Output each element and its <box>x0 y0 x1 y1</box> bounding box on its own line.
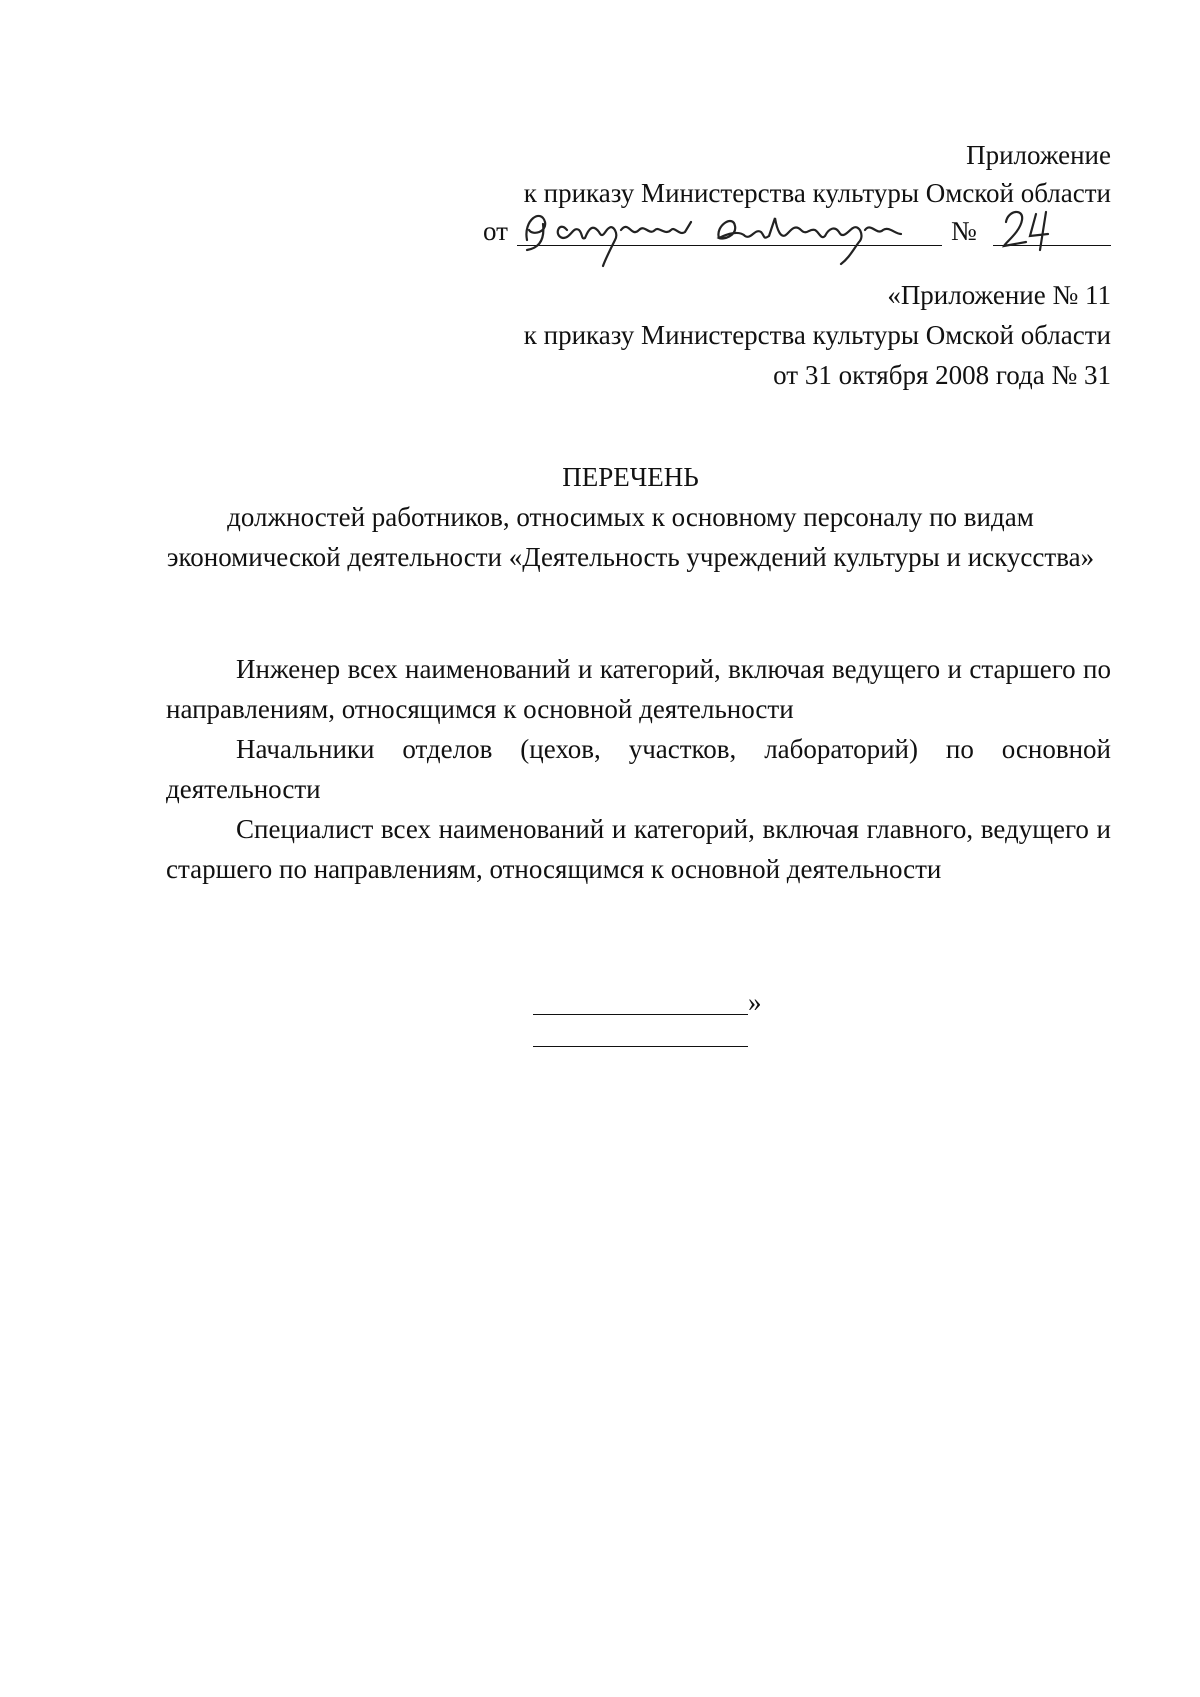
appendix-order-ref: к приказу Министерства культуры Омской области <box>523 178 1111 208</box>
from-label: от <box>483 216 508 246</box>
position-department-heads: Начальники отделов (цехов, участков, лабораторий) по основной деятельности <box>166 734 1111 804</box>
closing-underline-2 <box>533 1046 748 1047</box>
position-specialist: Специалист всех наименований и категорий, включая главного, ведущего и старшего по направлениям, относящимся к основной деятельности <box>166 814 1111 884</box>
positions-list <box>166 649 1111 889</box>
position-engineer: Инженер всех наименований и категорий, включая ведущего и старшего по направлениям, относящимся к основной деятельности <box>166 654 1111 724</box>
order-date-number-row <box>483 210 1111 250</box>
closing-quote: » <box>748 987 762 1017</box>
number-label: № <box>951 216 977 246</box>
appendix-label: Приложение <box>966 140 1111 170</box>
document-subtitle: должностей работников, относимых к основному персоналу по видам экономической деятельности «Деятельность учреждений культуры и искусства» <box>166 502 1095 572</box>
original-appendix-label: «Приложение № 11 <box>887 280 1111 310</box>
original-order-date: от 31 октября 2008 года № 31 <box>773 360 1111 390</box>
handwritten-date <box>519 200 939 260</box>
closing-underline-1 <box>533 1014 748 1015</box>
handwritten-number <box>1000 202 1080 257</box>
document-title: ПЕРЕЧЕНЬ <box>562 462 699 492</box>
original-appendix-order-ref: к приказу Министерства культуры Омской области <box>523 320 1111 350</box>
